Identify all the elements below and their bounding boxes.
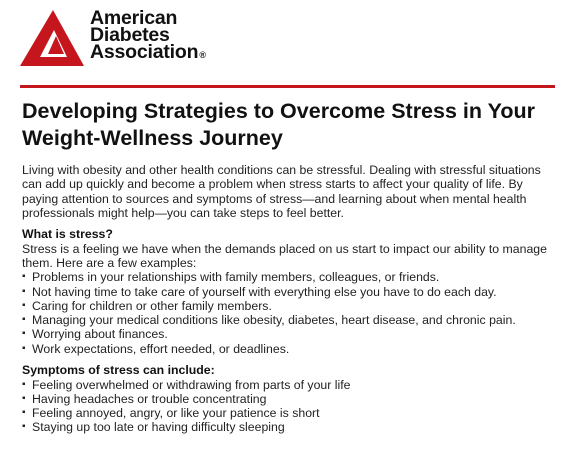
section-heading-symptoms: Symptoms of stress can include:	[22, 363, 215, 378]
list-item: ▪ Having headaches or trouble concentrating	[22, 392, 562, 406]
section-heading-what-is-stress: What is stress?	[22, 227, 113, 242]
page-title: Developing Strategies to Overcome Stress in Your Weight-Wellness Journey	[22, 99, 535, 150]
list-item: ▪ Managing your medical conditions like obesity, diabetes, heart disease, and chronic pain.	[22, 313, 562, 327]
logo-line-2: Diabetes	[90, 24, 170, 46]
article-body	[22, 163, 562, 435]
section-what-text: Stress is a feeling we have when the demands placed on us start to impact our ability to manage them. Here are a few examples:	[22, 241, 547, 270]
document-header	[0, 0, 576, 90]
list-item: ▪ Feeling annoyed, angry, or like your patience is short	[22, 406, 562, 420]
list-item: ▪ Work expectations, effort needed, or deadlines.	[22, 342, 562, 356]
section-spacer	[22, 356, 562, 363]
symptoms-list	[22, 378, 562, 435]
list-item: ▪ Staying up too late or having difficulty sleeping	[22, 420, 562, 434]
list-item: ▪ Problems in your relationships with family members, colleagues, or friends.	[22, 270, 562, 284]
list-item: ▪ Caring for children or other family members.	[22, 299, 562, 313]
intro-paragraph: Living with obesity and other health conditions can be stressful. Dealing with stressful situations can add up quickly and become a problem when stress starts to affect your quality of life. By paying attention to sources and symptoms of stress—and learning about when mental health professionals might help—you can take steps to feel better.	[22, 163, 541, 220]
logo-line-3-text: Association	[90, 41, 199, 63]
registered-mark: ®	[199, 50, 206, 60]
logo-line-1: American	[90, 7, 178, 29]
ada-triangle-logo-icon	[20, 10, 84, 66]
list-item: ▪ Worrying about finances.	[22, 327, 562, 341]
list-item: ▪ Feeling overwhelmed or withdrawing from parts of your life	[22, 378, 562, 392]
stress-examples-list	[22, 270, 562, 356]
logo-wordmark	[90, 7, 206, 64]
header-divider	[20, 85, 555, 88]
logo-line-3	[90, 41, 206, 64]
list-item: ▪ Not having time to take care of yourself with everything else you have to do each day.	[22, 285, 562, 299]
